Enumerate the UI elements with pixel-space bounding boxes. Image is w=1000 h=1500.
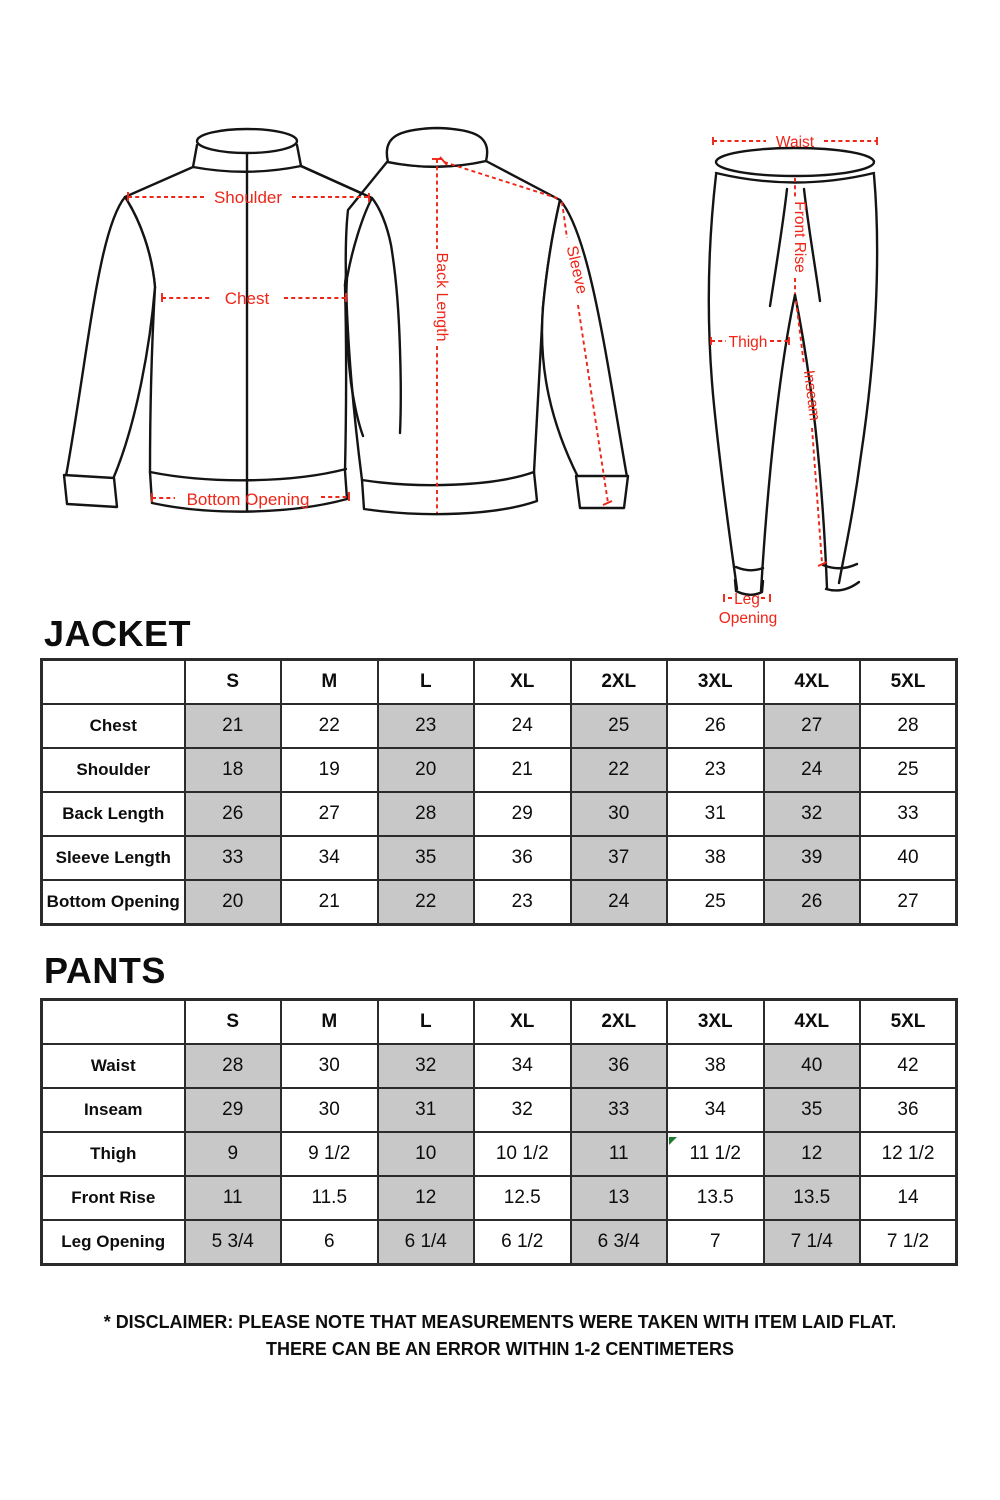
measurement-row-label: Back Length — [42, 792, 185, 836]
size-value-cell: 35 — [764, 1088, 861, 1132]
size-value-cell: 25 — [571, 704, 668, 748]
size-value-cell: 22 — [571, 748, 668, 792]
size-value-cell: 19 — [281, 748, 378, 792]
size-column-header: L — [378, 1000, 475, 1045]
size-value-cell: 29 — [474, 792, 571, 836]
size-value-cell: 26 — [667, 704, 764, 748]
size-value-cell: 12.5 — [474, 1176, 571, 1220]
size-column-header: S — [185, 1000, 282, 1045]
size-value-cell: 6 — [281, 1220, 378, 1265]
size-column-header: 5XL — [860, 660, 957, 705]
size-value-cell: 25 — [667, 880, 764, 925]
size-value-cell: 36 — [571, 1044, 668, 1088]
thigh-measure-label: Thigh — [728, 334, 768, 351]
table-row — [42, 792, 957, 836]
size-value-cell: 34 — [281, 836, 378, 880]
size-column-header: 4XL — [764, 660, 861, 705]
size-value-cell: 23 — [378, 704, 475, 748]
measurement-row-label: Leg Opening — [42, 1220, 185, 1265]
size-value-cell: 27 — [281, 792, 378, 836]
size-value-cell: 30 — [281, 1044, 378, 1088]
size-value-cell: 11 — [185, 1176, 282, 1220]
size-value-cell: 36 — [860, 1088, 957, 1132]
size-value-cell: 29 — [185, 1088, 282, 1132]
size-value-cell: 36 — [474, 836, 571, 880]
size-value-cell: 12 1/2 — [860, 1132, 957, 1176]
size-value-cell: 10 1/2 — [474, 1132, 571, 1176]
pants-right-leg-outer — [839, 175, 877, 583]
size-value-cell: 27 — [860, 880, 957, 925]
inseam-measure-label: Inseam — [799, 369, 824, 422]
size-value-cell: 7 — [667, 1220, 764, 1265]
table-row — [42, 880, 957, 925]
front-rise-measure-label: Front Rise — [791, 201, 808, 273]
size-value-cell: 39 — [764, 836, 861, 880]
jacket-front-body — [125, 166, 372, 512]
size-value-cell: 23 — [667, 748, 764, 792]
size-value-cell: 20 — [378, 748, 475, 792]
table-row — [42, 704, 957, 748]
measurement-row-label: Chest — [42, 704, 185, 748]
size-value-cell: 31 — [378, 1088, 475, 1132]
cell-corner-marker — [669, 1137, 677, 1145]
size-column-header: 2XL — [571, 1000, 668, 1045]
size-value-cell: 28 — [860, 704, 957, 748]
size-column-header: 3XL — [667, 660, 764, 705]
chest-measure-label: Chest — [224, 289, 270, 308]
size-value-cell: 28 — [185, 1044, 282, 1088]
size-column-header: S — [185, 660, 282, 705]
size-value-cell: 30 — [571, 792, 668, 836]
size-value-cell: 38 — [667, 1044, 764, 1088]
jacket-front-collar — [197, 129, 297, 153]
pants-left-leg-outer — [709, 175, 737, 589]
size-column-header: XL — [474, 1000, 571, 1045]
jacket-back-right-cuff — [576, 476, 628, 508]
size-value-cell: 24 — [571, 880, 668, 925]
table-row — [42, 748, 957, 792]
size-value-cell: 7 1/2 — [860, 1220, 957, 1265]
size-value-cell: 22 — [281, 704, 378, 748]
size-value-cell: 12 — [764, 1132, 861, 1176]
size-value-cell: 33 — [571, 1088, 668, 1132]
pants-waistband — [716, 148, 874, 176]
size-column-header: 3XL — [667, 1000, 764, 1045]
measurement-row-label: Inseam — [42, 1088, 185, 1132]
sleeve-measure-label: Sleeve — [562, 244, 591, 296]
pants-section-title: PANTS — [44, 950, 166, 991]
size-value-cell: 18 — [185, 748, 282, 792]
size-column-header: L — [378, 660, 475, 705]
measurement-row-label: Waist — [42, 1044, 185, 1088]
jacket-back-body — [346, 161, 560, 514]
size-value-cell: 9 1/2 — [281, 1132, 378, 1176]
size-column-header: 2XL — [571, 660, 668, 705]
size-value-cell: 34 — [474, 1044, 571, 1088]
table-row — [42, 1220, 957, 1265]
table-row — [42, 1044, 957, 1088]
size-value-cell: 38 — [667, 836, 764, 880]
size-value-cell: 33 — [185, 836, 282, 880]
size-value-cell: 6 1/2 — [474, 1220, 571, 1265]
table-row — [42, 1132, 957, 1176]
disclaimer-line2: THERE CAN BE AN ERROR WITHIN 1-2 CENTIMETERS — [266, 1338, 734, 1359]
size-value-cell: 5 3/4 — [185, 1220, 282, 1265]
size-value-cell: 28 — [378, 792, 475, 836]
waist-measure-label: Waist — [775, 134, 815, 151]
size-value-cell: 32 — [764, 792, 861, 836]
size-value-cell: 26 — [185, 792, 282, 836]
size-value-cell: 22 — [378, 880, 475, 925]
measurement-row-label: Front Rise — [42, 1176, 185, 1220]
jacket-back-drawing — [301, 128, 628, 514]
jacket-front-left-sleeve — [66, 197, 155, 479]
measurement-row-label: Bottom Opening — [42, 880, 185, 925]
size-value-cell: 33 — [860, 792, 957, 836]
size-value-cell: 6 1/4 — [378, 1220, 475, 1265]
size-value-cell: 13.5 — [667, 1176, 764, 1220]
back-length-measure-label: Back Length — [433, 252, 450, 342]
size-value-cell: 14 — [860, 1176, 957, 1220]
shoulder-measure-label: Shoulder — [213, 188, 283, 207]
size-value-cell: 11 — [571, 1132, 668, 1176]
size-value-cell: 12 — [378, 1176, 475, 1220]
size-value-cell: 13.5 — [764, 1176, 861, 1220]
size-value-cell: 10 — [378, 1132, 475, 1176]
size-value-cell: 11 1/2 — [667, 1132, 764, 1176]
size-value-cell: 35 — [378, 836, 475, 880]
disclaimer-line1: * DISCLAIMER: PLEASE NOTE THAT MEASUREMENTS WERE TAKEN WITH ITEM LAID FLAT. — [103, 1311, 897, 1332]
bottom-opening-measure-label: Bottom Opening — [186, 490, 310, 509]
jacket-back-right-sleeve — [542, 200, 627, 477]
size-value-cell: 25 — [860, 748, 957, 792]
leg-opening-measure-label-line2: Opening — [718, 610, 778, 627]
size-value-cell: 23 — [474, 880, 571, 925]
size-value-cell: 34 — [667, 1088, 764, 1132]
size-value-cell: 6 3/4 — [571, 1220, 668, 1265]
size-value-cell: 20 — [185, 880, 282, 925]
size-value-cell: 11.5 — [281, 1176, 378, 1220]
size-column-header: 5XL — [860, 1000, 957, 1045]
size-column-header: XL — [474, 660, 571, 705]
measurement-row-label: Thigh — [42, 1132, 185, 1176]
size-value-cell: 31 — [667, 792, 764, 836]
size-value-cell: 21 — [281, 880, 378, 925]
jacket-size-table — [40, 658, 958, 926]
measurement-diagrams — [0, 95, 1000, 635]
corner-cell — [42, 660, 185, 705]
size-value-cell: 24 — [474, 704, 571, 748]
size-value-cell: 9 — [185, 1132, 282, 1176]
corner-cell — [42, 1000, 185, 1045]
table-row — [42, 836, 957, 880]
inseam-measure-line — [796, 301, 822, 563]
leg-opening-measure-label-line1: Leg — [734, 591, 760, 608]
size-value-cell: 32 — [378, 1044, 475, 1088]
size-value-cell: 30 — [281, 1088, 378, 1132]
size-value-cell: 32 — [474, 1088, 571, 1132]
size-value-cell: 21 — [185, 704, 282, 748]
size-value-cell: 13 — [571, 1176, 668, 1220]
jacket-section-title: JACKET — [44, 613, 192, 654]
size-value-cell: 42 — [860, 1044, 957, 1088]
jacket-front-left-cuff — [64, 475, 117, 507]
size-value-cell: 7 1/4 — [764, 1220, 861, 1265]
table-row — [42, 1176, 957, 1220]
size-value-cell: 27 — [764, 704, 861, 748]
size-column-header: 4XL — [764, 1000, 861, 1045]
size-value-cell: 21 — [474, 748, 571, 792]
measurement-row-label: Sleeve Length — [42, 836, 185, 880]
size-value-cell: 24 — [764, 748, 861, 792]
table-row — [42, 1088, 957, 1132]
pants-size-table — [40, 998, 958, 1266]
size-column-header: M — [281, 1000, 378, 1045]
size-value-cell: 40 — [860, 836, 957, 880]
size-value-cell: 26 — [764, 880, 861, 925]
size-value-cell: 40 — [764, 1044, 861, 1088]
size-column-header: M — [281, 660, 378, 705]
measurement-row-label: Shoulder — [42, 748, 185, 792]
size-value-cell: 37 — [571, 836, 668, 880]
disclaimer — [15, 1308, 985, 1362]
